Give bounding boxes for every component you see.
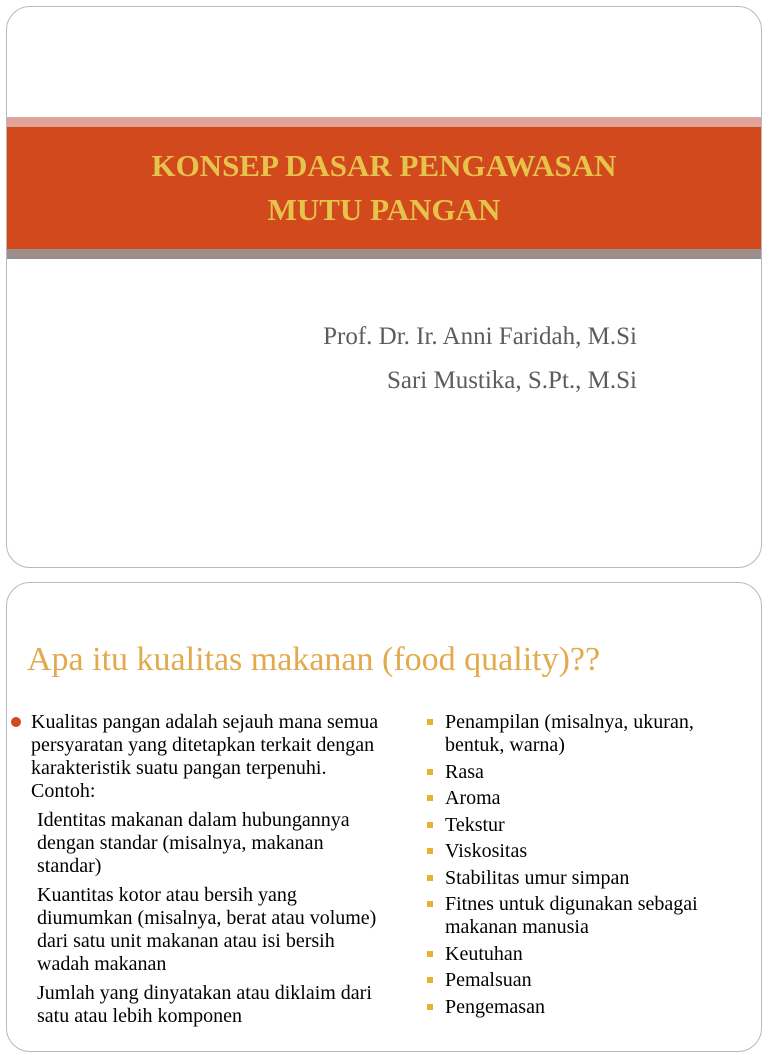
definition-paragraph: Kualitas pangan adalah sejauh mana semua persyaratan yang ditetapkan terkait dengan karakteristik suatu pangan terpenuhi. Contoh: xyxy=(31,711,379,802)
list-item-text: Pengemasan xyxy=(445,995,545,1018)
list-item xyxy=(425,787,755,810)
content-slide xyxy=(6,582,762,1052)
quality-attributes-list xyxy=(425,711,755,1022)
slide-title xyxy=(151,144,616,232)
list-item-text: Fitnes untuk digunakan sebagai makanan manusia xyxy=(445,893,698,938)
square-bullet-icon xyxy=(427,822,433,828)
list-item-text: Penampilan (misalnya, ukuran, bentuk, warna) xyxy=(445,711,694,756)
square-bullet-icon xyxy=(427,901,433,907)
slide-heading: Apa itu kualitas makanan (food quality)?? xyxy=(27,641,601,678)
square-bullet-icon xyxy=(427,719,433,725)
list-item xyxy=(425,840,755,863)
list-item-text: Tekstur xyxy=(445,813,505,836)
example-paragraph: Jumlah yang dinyatakan atau diklaim dari satu atau lebih komponen xyxy=(37,982,372,1027)
author-name: Sari Mustika, S.Pt., M.Si xyxy=(386,367,637,394)
list-item xyxy=(425,711,755,757)
square-bullet-icon xyxy=(427,1004,433,1010)
square-bullet-icon xyxy=(427,875,433,881)
list-item-text: Keutuhan xyxy=(445,942,523,965)
square-bullet-icon xyxy=(427,795,433,801)
title-band xyxy=(7,117,761,259)
list-item-text: Viskositas xyxy=(445,840,528,862)
authors-block xyxy=(323,315,637,403)
list-item-text: Aroma xyxy=(445,787,501,809)
slide-title-line-2: MUTU PANGAN xyxy=(267,192,501,227)
list-item xyxy=(425,996,755,1019)
list-item xyxy=(425,969,755,992)
slide-title-line-1: KONSEP DASAR PENGAWASAN xyxy=(151,148,617,183)
title-slide xyxy=(6,6,762,568)
square-bullet-icon xyxy=(427,951,433,957)
list-item xyxy=(425,867,755,890)
list-item xyxy=(425,893,755,939)
example-paragraph: Identitas makanan dalam hubungannya dengan standar (misalnya, makanan standar) xyxy=(37,809,350,877)
list-item xyxy=(425,761,755,784)
list-item xyxy=(425,943,755,966)
list-item-text: Rasa xyxy=(445,760,484,783)
square-bullet-icon xyxy=(427,769,433,775)
title-band-top-stripe xyxy=(7,117,761,127)
title-band-bottom-stripe xyxy=(7,249,761,259)
list-item xyxy=(425,814,755,837)
example-paragraph: Kuantitas kotor atau bersih yang diumumkan (misalnya, berat atau volume) dari satu unit makanan atau isi bersih wadah makanan xyxy=(37,884,377,975)
author-name: Prof. Dr. Ir. Anni Faridah, M.Si xyxy=(323,323,637,350)
list-item-text: Stabilitas umur simpan xyxy=(445,866,630,889)
square-bullet-icon xyxy=(427,848,433,854)
list-item-text: Pemalsuan xyxy=(445,969,532,991)
left-column xyxy=(31,711,391,1028)
title-bar xyxy=(7,127,761,249)
square-bullet-icon xyxy=(427,977,433,983)
bullet-dot-icon xyxy=(11,717,21,727)
